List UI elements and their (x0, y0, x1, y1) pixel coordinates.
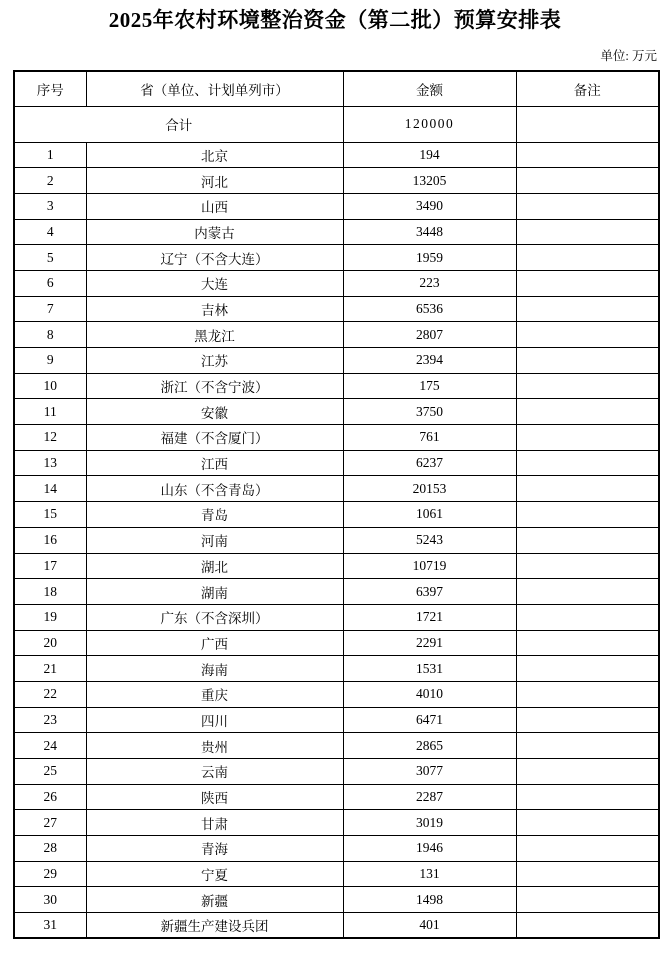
table-row (14, 168, 659, 194)
province-cell: 新疆 (86, 887, 343, 913)
row-index-cell: 30 (14, 887, 86, 913)
table-row (14, 502, 659, 528)
row-index-cell: 15 (14, 502, 86, 528)
province-cell: 浙江（不含宁波） (86, 373, 343, 399)
province-cell: 湖南 (86, 579, 343, 605)
province-cell: 甘肃 (86, 810, 343, 836)
header-row (14, 71, 659, 106)
remark-cell (516, 784, 659, 810)
table-row (14, 656, 659, 682)
remark-cell (516, 399, 659, 425)
table-row (14, 348, 659, 374)
row-index-cell: 12 (14, 425, 86, 451)
remark-cell (516, 604, 659, 630)
table-row (14, 322, 659, 348)
table-body (14, 106, 659, 938)
remark-cell (516, 322, 659, 348)
amount-cell: 6237 (343, 450, 516, 476)
amount-cell: 3448 (343, 219, 516, 245)
header-amount: 金额 (343, 71, 516, 106)
amount-cell: 10719 (343, 553, 516, 579)
remark-cell (516, 193, 659, 219)
amount-cell: 2394 (343, 348, 516, 374)
amount-cell: 2287 (343, 784, 516, 810)
amount-cell: 194 (343, 142, 516, 168)
amount-cell: 4010 (343, 681, 516, 707)
table-row (14, 836, 659, 862)
remark-cell (516, 579, 659, 605)
amount-cell: 2865 (343, 733, 516, 759)
province-cell: 山东（不含青岛） (86, 476, 343, 502)
amount-cell: 3077 (343, 759, 516, 785)
budget-table (13, 70, 660, 939)
province-cell: 陕西 (86, 784, 343, 810)
province-cell: 青岛 (86, 502, 343, 528)
row-index-cell: 16 (14, 527, 86, 553)
amount-cell: 1721 (343, 604, 516, 630)
table-row (14, 399, 659, 425)
row-index-cell: 14 (14, 476, 86, 502)
remark-cell (516, 219, 659, 245)
table-header (14, 71, 659, 106)
remark-cell (516, 759, 659, 785)
amount-cell: 6471 (343, 707, 516, 733)
row-index-cell: 13 (14, 450, 86, 476)
province-cell: 海南 (86, 656, 343, 682)
amount-cell: 3490 (343, 193, 516, 219)
province-cell: 吉林 (86, 296, 343, 322)
province-cell: 安徽 (86, 399, 343, 425)
table-row (14, 681, 659, 707)
province-cell: 贵州 (86, 733, 343, 759)
table-row (14, 913, 659, 939)
amount-cell: 13205 (343, 168, 516, 194)
remark-cell (516, 733, 659, 759)
remark-cell (516, 913, 659, 939)
table-row (14, 887, 659, 913)
row-index-cell: 7 (14, 296, 86, 322)
table-row (14, 270, 659, 296)
amount-cell: 5243 (343, 527, 516, 553)
province-cell: 福建（不含厦门） (86, 425, 343, 451)
remark-cell (516, 681, 659, 707)
row-index-cell: 4 (14, 219, 86, 245)
province-cell: 四川 (86, 707, 343, 733)
remark-cell (516, 707, 659, 733)
amount-cell: 1946 (343, 836, 516, 862)
province-cell: 宁夏 (86, 861, 343, 887)
province-cell: 青海 (86, 836, 343, 862)
remark-cell (516, 168, 659, 194)
remark-cell (516, 861, 659, 887)
province-cell: 云南 (86, 759, 343, 785)
table-row (14, 861, 659, 887)
row-index-cell: 23 (14, 707, 86, 733)
row-index-cell: 26 (14, 784, 86, 810)
row-index-cell: 31 (14, 913, 86, 939)
row-index-cell: 21 (14, 656, 86, 682)
header-province: 省（单位、计划单列市） (86, 71, 343, 106)
table-row (14, 759, 659, 785)
row-index-cell: 24 (14, 733, 86, 759)
amount-cell: 6536 (343, 296, 516, 322)
table-row (14, 296, 659, 322)
table-row (14, 450, 659, 476)
remark-cell (516, 450, 659, 476)
amount-cell: 6397 (343, 579, 516, 605)
amount-cell: 1959 (343, 245, 516, 271)
amount-cell: 3750 (343, 399, 516, 425)
amount-cell: 401 (343, 913, 516, 939)
amount-cell: 3019 (343, 810, 516, 836)
total-remark-cell (516, 106, 659, 142)
row-index-cell: 8 (14, 322, 86, 348)
table-row (14, 476, 659, 502)
remark-cell (516, 476, 659, 502)
province-cell: 江西 (86, 450, 343, 476)
table-row (14, 245, 659, 271)
page-title: 2025年农村环境整治资金（第二批）预算安排表 (108, 8, 562, 32)
remark-cell (516, 553, 659, 579)
remark-cell (516, 296, 659, 322)
row-index-cell: 25 (14, 759, 86, 785)
row-index-cell: 29 (14, 861, 86, 887)
table-row (14, 142, 659, 168)
province-cell: 黑龙江 (86, 322, 343, 348)
remark-cell (516, 502, 659, 528)
province-cell: 北京 (86, 142, 343, 168)
row-index-cell: 9 (14, 348, 86, 374)
table-row (14, 604, 659, 630)
province-cell: 大连 (86, 270, 343, 296)
province-cell: 河北 (86, 168, 343, 194)
row-index-cell: 10 (14, 373, 86, 399)
amount-cell: 761 (343, 425, 516, 451)
province-cell: 新疆生产建设兵团 (86, 913, 343, 939)
table-row (14, 373, 659, 399)
table-row (14, 784, 659, 810)
province-cell: 广东（不含深圳） (86, 604, 343, 630)
amount-cell: 131 (343, 861, 516, 887)
amount-cell: 2291 (343, 630, 516, 656)
amount-cell: 20153 (343, 476, 516, 502)
amount-cell: 1061 (343, 502, 516, 528)
remark-cell (516, 810, 659, 836)
table-row (14, 553, 659, 579)
row-index-cell: 1 (14, 142, 86, 168)
province-cell: 辽宁（不含大连） (86, 245, 343, 271)
table-row (14, 219, 659, 245)
row-index-cell: 11 (14, 399, 86, 425)
row-index-cell: 20 (14, 630, 86, 656)
row-index-cell: 22 (14, 681, 86, 707)
province-cell: 江苏 (86, 348, 343, 374)
remark-cell (516, 245, 659, 271)
province-cell: 河南 (86, 527, 343, 553)
table-row (14, 425, 659, 451)
remark-cell (516, 270, 659, 296)
amount-cell: 1531 (343, 656, 516, 682)
province-cell: 重庆 (86, 681, 343, 707)
remark-cell (516, 656, 659, 682)
table-row (14, 527, 659, 553)
unit-label: 单位: 万元 (600, 49, 657, 63)
remark-cell (516, 348, 659, 374)
table-row (14, 810, 659, 836)
province-cell: 湖北 (86, 553, 343, 579)
row-index-cell: 5 (14, 245, 86, 271)
row-index-cell: 28 (14, 836, 86, 862)
remark-cell (516, 373, 659, 399)
table-row (14, 579, 659, 605)
row-index-cell: 18 (14, 579, 86, 605)
remark-cell (516, 527, 659, 553)
table-row (14, 733, 659, 759)
remark-cell (516, 142, 659, 168)
total-label-cell: 合计 (14, 106, 343, 142)
total-row (14, 106, 659, 142)
table-row (14, 193, 659, 219)
remark-cell (516, 887, 659, 913)
table-row (14, 707, 659, 733)
header-remark: 备注 (516, 71, 659, 106)
row-index-cell: 27 (14, 810, 86, 836)
total-amount-cell: 120000 (343, 106, 516, 142)
row-index-cell: 19 (14, 604, 86, 630)
remark-cell (516, 836, 659, 862)
province-cell: 广西 (86, 630, 343, 656)
amount-cell: 223 (343, 270, 516, 296)
row-index-cell: 2 (14, 168, 86, 194)
province-cell: 内蒙古 (86, 219, 343, 245)
amount-cell: 1498 (343, 887, 516, 913)
header-index: 序号 (14, 71, 86, 106)
row-index-cell: 17 (14, 553, 86, 579)
remark-cell (516, 425, 659, 451)
table-row (14, 630, 659, 656)
province-cell: 山西 (86, 193, 343, 219)
amount-cell: 2807 (343, 322, 516, 348)
remark-cell (516, 630, 659, 656)
row-index-cell: 6 (14, 270, 86, 296)
amount-cell: 175 (343, 373, 516, 399)
row-index-cell: 3 (14, 193, 86, 219)
